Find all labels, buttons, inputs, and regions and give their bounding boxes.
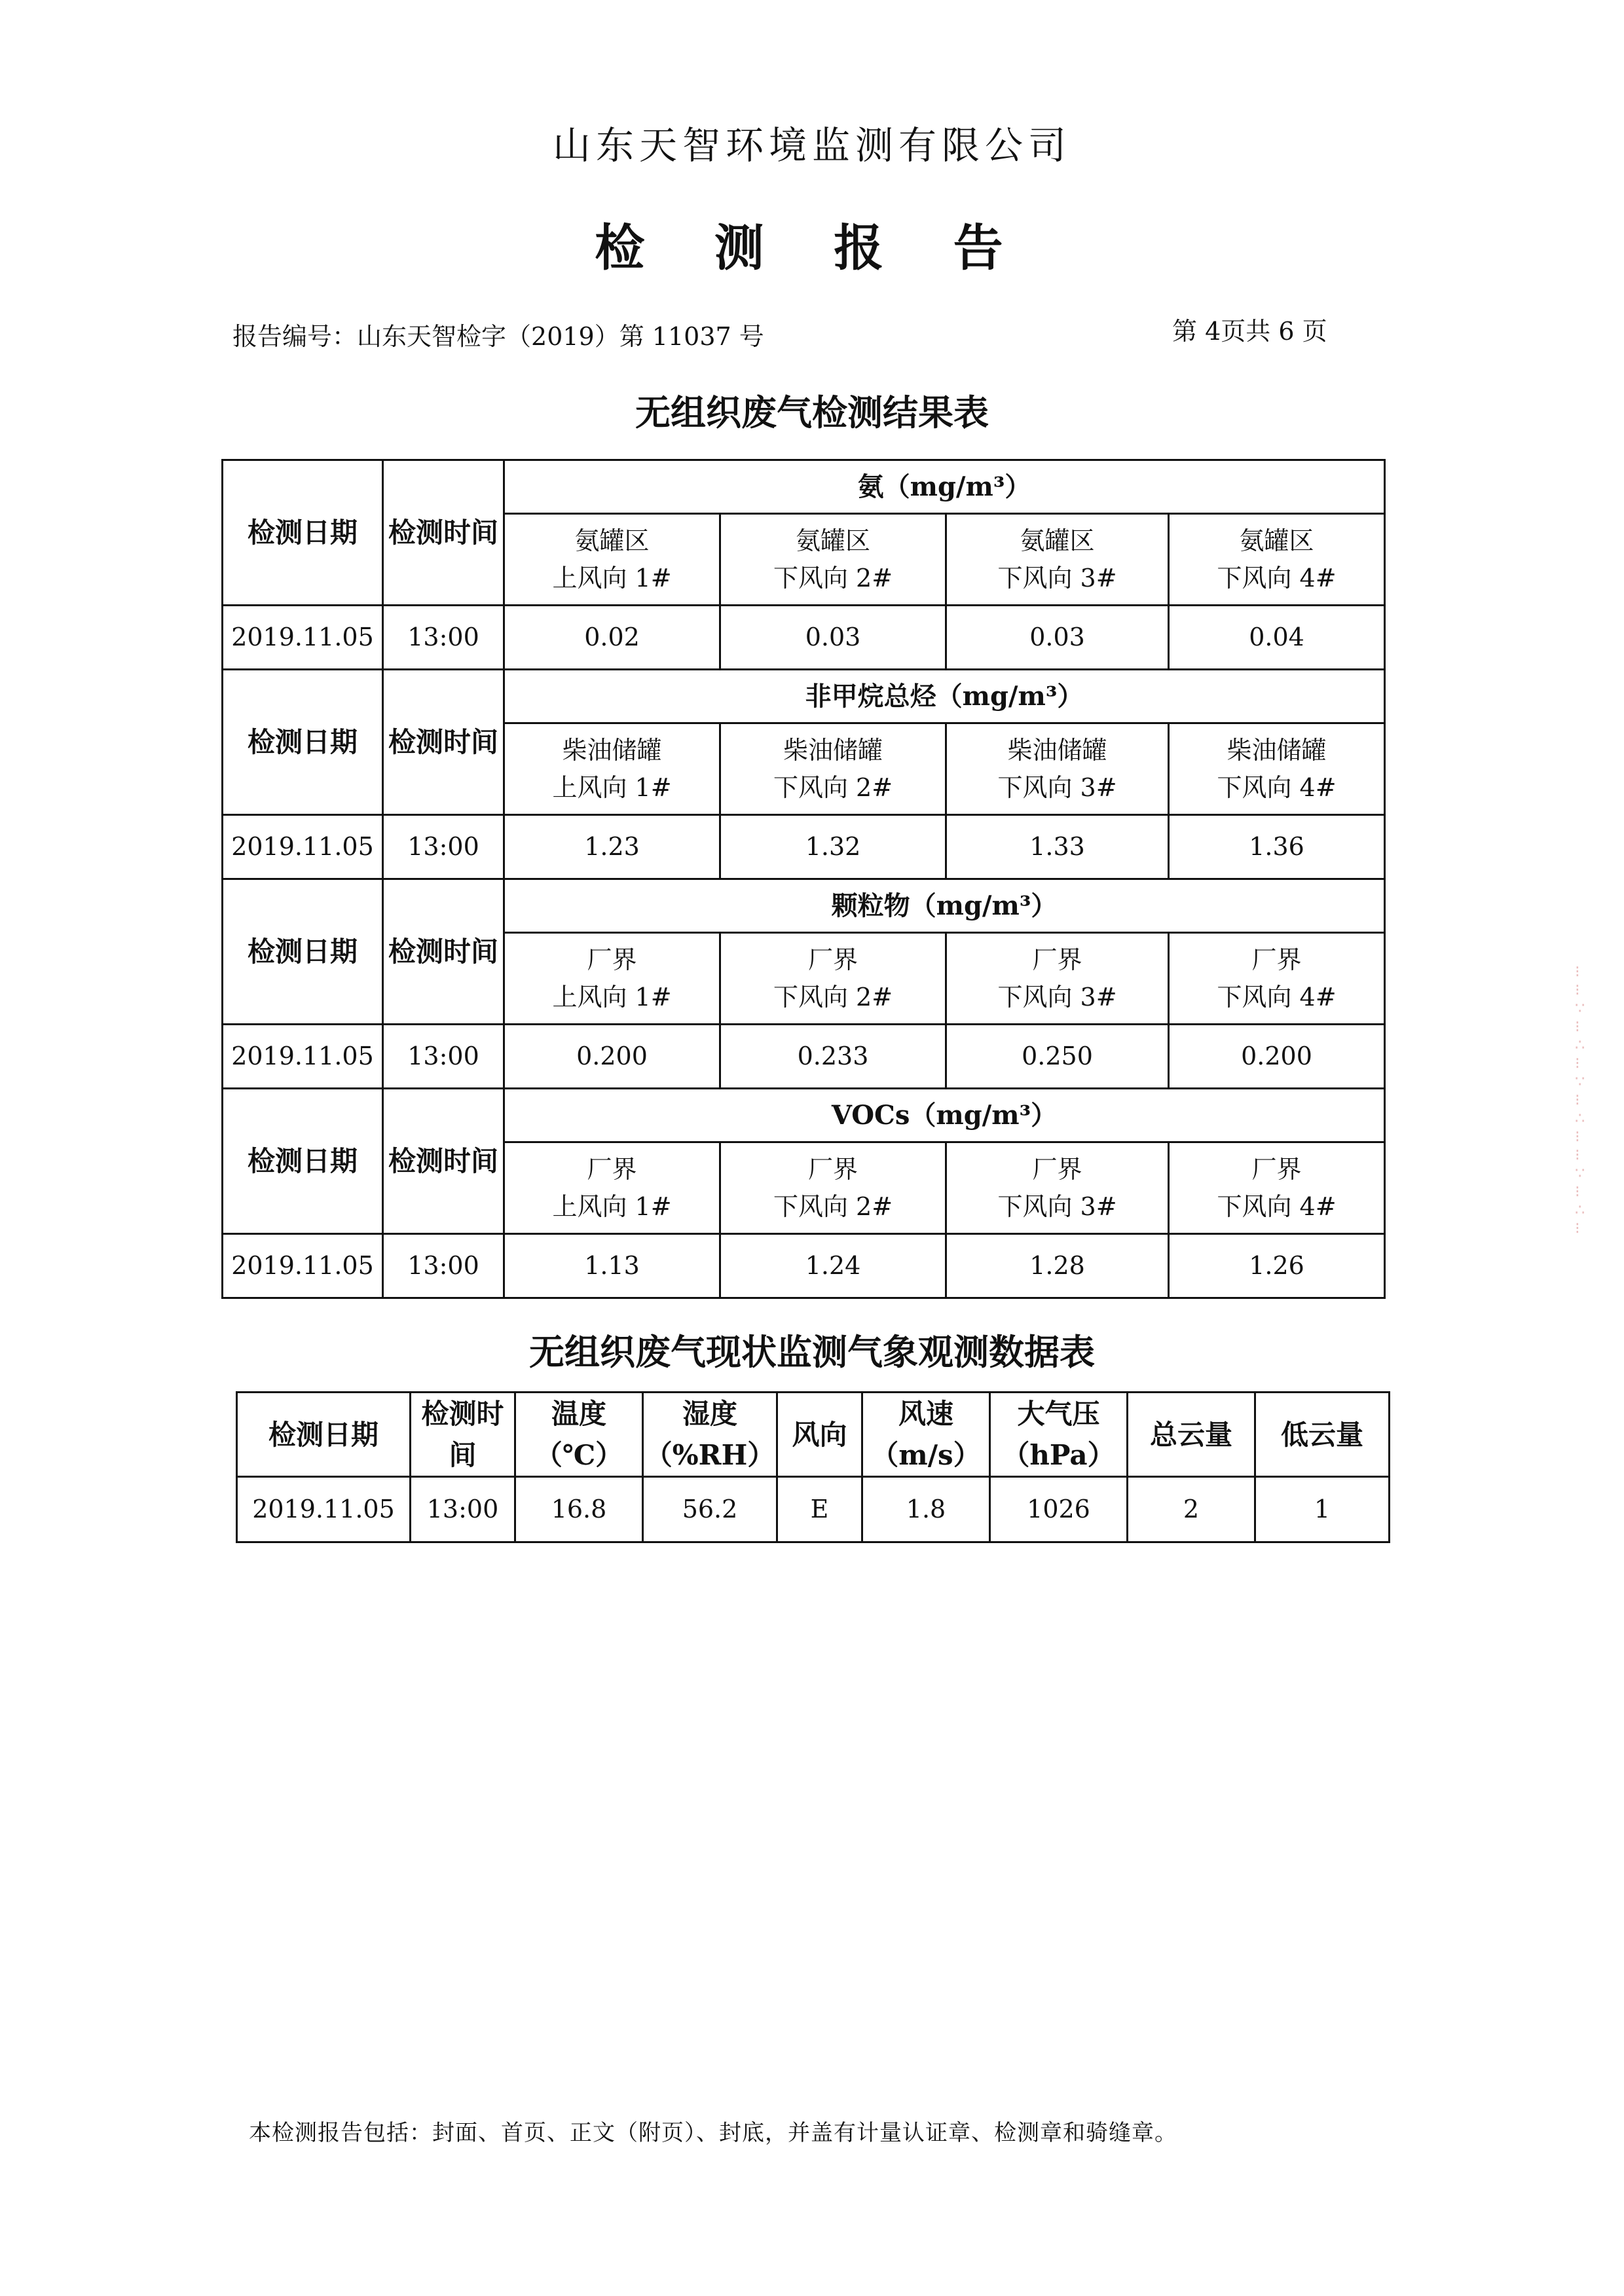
time-column-header: 检测时间 <box>383 1089 504 1234</box>
pollutant-header: VOCs（mg/m³） <box>504 1089 1385 1142</box>
weather-value-cell: 16.8 <box>515 1477 643 1542</box>
measurement-value: 1.32 <box>720 815 946 879</box>
measurement-value: 1.33 <box>946 815 1169 879</box>
sampling-area: 柴油储罐 <box>783 735 883 765</box>
sampling-point-cell <box>504 723 720 815</box>
measurement-value: 1.23 <box>504 815 720 879</box>
sampling-direction: 下风向 4# <box>1217 982 1337 1011</box>
sampling-point-cell <box>1169 723 1385 815</box>
measurement-value: 0.03 <box>720 606 946 670</box>
measurement-value: 0.200 <box>504 1025 720 1089</box>
report-number-value: 山东天智检字（2019）第 11037 号 <box>357 322 764 351</box>
sampling-point-cell <box>1169 514 1385 606</box>
sampling-point-cell <box>946 933 1169 1025</box>
weather-table-title: 无组织废气现状监测气象观测数据表 <box>529 1331 1095 1373</box>
time-column-header: 检测时间 <box>383 670 504 815</box>
measurement-value: 1.13 <box>504 1234 720 1298</box>
sampling-direction: 下风向 2# <box>773 563 893 592</box>
measurement-date: 2019.11.05 <box>223 1025 383 1089</box>
pollutant-header: 氨（mg/m³） <box>504 460 1385 514</box>
sampling-point-cell <box>946 723 1169 815</box>
sampling-point-cell <box>1169 1142 1385 1234</box>
report-footer-note: 本检测报告包括：封面、首页、正文（附页）、封底，并盖有计量认证章、检测章和骑缝章。 <box>249 2120 1177 2146</box>
sampling-area: 柴油储罐 <box>562 735 662 765</box>
measurement-date: 2019.11.05 <box>223 815 383 879</box>
sampling-area: 厂界 <box>807 1154 858 1184</box>
weather-header-row <box>237 1393 1390 1477</box>
weather-value-cell: 2019.11.05 <box>237 1477 411 1542</box>
sampling-direction: 下风向 4# <box>1217 773 1337 802</box>
sampling-point-cell <box>504 1142 720 1234</box>
results-table <box>221 459 1386 1299</box>
sampling-direction: 下风向 3# <box>997 563 1117 592</box>
weather-value-cell: 13:00 <box>411 1477 515 1542</box>
weather-header-cell: 检测日期 <box>237 1393 411 1477</box>
weather-value-cell: 1026 <box>990 1477 1128 1542</box>
report-number <box>232 316 764 352</box>
measurement-time: 13:00 <box>383 815 504 879</box>
weather-value-cell: 1 <box>1255 1477 1390 1542</box>
pollutant-header-row <box>223 1089 1385 1142</box>
sampling-direction: 下风向 4# <box>1217 563 1337 592</box>
measurement-date: 2019.11.05 <box>223 606 383 670</box>
sampling-area: 厂界 <box>1251 1154 1302 1184</box>
document-title: 检 测 报 告 <box>595 219 1029 277</box>
pollutant-header-row <box>223 460 1385 514</box>
page-info: 第 4页共 6 页 <box>1172 317 1327 346</box>
sampling-area: 厂界 <box>1032 1154 1082 1184</box>
measurement-value: 0.233 <box>720 1025 946 1089</box>
weather-header-cell: 温度（℃） <box>515 1393 643 1477</box>
sampling-point-cell <box>504 514 720 606</box>
date-column-header: 检测日期 <box>223 1089 383 1234</box>
weather-header-cell: 低云量 <box>1255 1393 1390 1477</box>
time-column-header: 检测时间 <box>383 460 504 606</box>
report-number-label: 报告编号： <box>232 322 358 351</box>
measurement-row <box>223 815 1385 879</box>
measurement-value: 1.26 <box>1169 1234 1385 1298</box>
measurement-time: 13:00 <box>383 1025 504 1089</box>
weather-data-row <box>237 1477 1390 1542</box>
sampling-direction: 下风向 4# <box>1217 1192 1337 1221</box>
measurement-value: 0.200 <box>1169 1025 1385 1089</box>
measurement-value: 0.03 <box>946 606 1169 670</box>
sampling-point-cell <box>720 1142 946 1234</box>
measurement-row <box>223 606 1385 670</box>
weather-header-cell: 风速（m/s） <box>862 1393 990 1477</box>
date-column-header: 检测日期 <box>223 879 383 1025</box>
weather-value-cell: 2 <box>1128 1477 1255 1542</box>
sampling-direction: 下风向 2# <box>773 982 893 1011</box>
sampling-direction: 上风向 1# <box>552 1192 672 1221</box>
sampling-area: 厂界 <box>587 945 637 974</box>
measurement-value: 1.28 <box>946 1234 1169 1298</box>
company-name: 山东天智环境监测有限公司 <box>552 123 1071 168</box>
weather-value-cell: 1.8 <box>862 1477 990 1542</box>
sampling-point-cell <box>1169 933 1385 1025</box>
sampling-point-cell <box>720 514 946 606</box>
sampling-area: 厂界 <box>1251 945 1302 974</box>
measurement-value: 0.02 <box>504 606 720 670</box>
pollutant-header: 非甲烷总烃（mg/m³） <box>504 670 1385 723</box>
measurement-time: 13:00 <box>383 606 504 670</box>
weather-table <box>236 1391 1390 1543</box>
measurement-date: 2019.11.05 <box>223 1234 383 1298</box>
sampling-point-cell <box>946 1142 1169 1234</box>
sampling-area: 厂界 <box>587 1154 637 1184</box>
sampling-direction: 下风向 2# <box>773 773 893 802</box>
sampling-area: 柴油储罐 <box>1007 735 1107 765</box>
date-column-header: 检测日期 <box>223 670 383 815</box>
sampling-direction: 下风向 3# <box>997 982 1117 1011</box>
results-table-title: 无组织废气检测结果表 <box>635 392 989 433</box>
date-column-header: 检测日期 <box>223 460 383 606</box>
weather-header-cell: 总云量 <box>1128 1393 1255 1477</box>
weather-header-cell: 湿度（%RH） <box>643 1393 777 1477</box>
weather-value-cell: E <box>777 1477 862 1542</box>
sampling-area: 氨罐区 <box>795 526 870 555</box>
weather-header-cell: 检测时间 <box>411 1393 515 1477</box>
sampling-area: 厂界 <box>1032 945 1082 974</box>
pollutant-header-row <box>223 879 1385 933</box>
measurement-value: 0.250 <box>946 1025 1169 1089</box>
weather-header-cell: 大气压（hPa） <box>990 1393 1128 1477</box>
sampling-direction: 上风向 1# <box>552 773 672 802</box>
measurement-row <box>223 1234 1385 1298</box>
sampling-area: 厂界 <box>807 945 858 974</box>
sampling-point-cell <box>946 514 1169 606</box>
pollutant-header: 颗粒物（mg/m³） <box>504 879 1385 933</box>
measurement-value: 0.04 <box>1169 606 1385 670</box>
measurement-value: 1.36 <box>1169 815 1385 879</box>
measurement-row <box>223 1025 1385 1089</box>
sampling-area: 氨罐区 <box>1020 526 1095 555</box>
sampling-point-cell <box>504 933 720 1025</box>
sampling-direction: 下风向 3# <box>997 1192 1117 1221</box>
sampling-direction: 下风向 2# <box>773 1192 893 1221</box>
seal-stamp-icon: ⁝ ⁝ ∵ ⁝ ∴ ⁝ ∵ ⁝ ∴ ⁝ ⁝ ∵ ⁝ ∴ ⁝ <box>1575 962 1585 1237</box>
weather-header-cell: 风向 <box>777 1393 862 1477</box>
sampling-area: 氨罐区 <box>1239 526 1314 555</box>
sampling-direction: 下风向 3# <box>997 773 1117 802</box>
sampling-direction: 上风向 1# <box>552 982 672 1011</box>
time-column-header: 检测时间 <box>383 879 504 1025</box>
measurement-value: 1.24 <box>720 1234 946 1298</box>
pollutant-header-row <box>223 670 1385 723</box>
weather-value-cell: 56.2 <box>643 1477 777 1542</box>
sampling-direction: 上风向 1# <box>552 563 672 592</box>
sampling-point-cell <box>720 933 946 1025</box>
sampling-area: 柴油储罐 <box>1227 735 1327 765</box>
measurement-time: 13:00 <box>383 1234 504 1298</box>
sampling-point-cell <box>720 723 946 815</box>
sampling-area: 氨罐区 <box>574 526 650 555</box>
